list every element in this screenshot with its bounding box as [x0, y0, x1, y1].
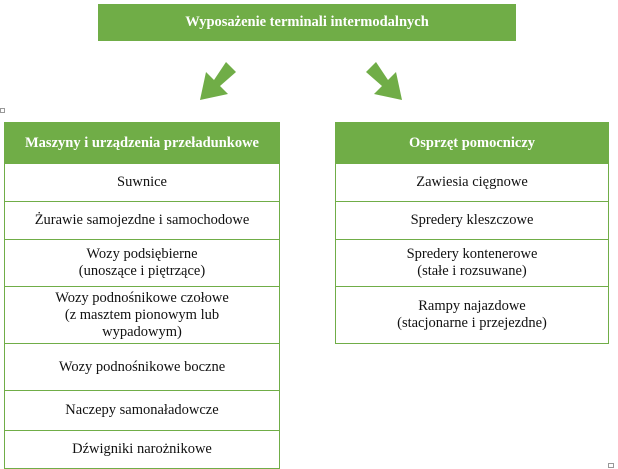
left-column-header-text: Maszyny i urządzenia przeładunkowe [24, 134, 259, 151]
list-item-text: Rampy najazdowe (stacjonarne i przejezdne) [397, 298, 547, 331]
right-column-header-text: Osprzęt pomocniczy [408, 134, 536, 151]
list-item-text: Naczepy samonaładowcze [65, 402, 219, 418]
text-anchor-mark [0, 108, 5, 113]
diagram-title [98, 4, 516, 41]
arrow-down-left-icon [192, 60, 244, 104]
list-item-text: Zawiesia cięgnowe [416, 174, 528, 190]
list-item-text: Wozy podnośnikowe boczne [58, 358, 226, 375]
list-item-text: Dźwigniki narożnikowe [72, 441, 212, 457]
list-item-text: Suwnice [117, 174, 167, 190]
left-column-header [5, 123, 279, 163]
list-item [5, 430, 279, 468]
right-column-header [336, 123, 608, 163]
list-item [336, 239, 608, 286]
list-item [5, 239, 279, 286]
list-item [336, 163, 608, 201]
list-item-text: Spredery kleszczowe [410, 212, 534, 228]
list-item [5, 201, 279, 239]
list-item [5, 286, 279, 343]
list-item [336, 201, 608, 239]
list-item-text: Spredery kontenerowe (stałe i rozsuwane) [406, 246, 538, 279]
list-item-text: Żurawie samojezdne i samochodowe [34, 212, 250, 228]
list-item-text: Wozy podnośnikowe czołowe (z masztem pionowym lub wypadowym) [55, 289, 229, 340]
right-column [335, 122, 609, 344]
left-column [4, 122, 280, 469]
list-item [5, 343, 279, 390]
list-item [336, 286, 608, 343]
list-item [5, 163, 279, 201]
end-anchor-mark [608, 463, 614, 468]
arrow-down-right-icon [358, 60, 410, 104]
list-item [5, 390, 279, 430]
list-item-text: Wozy podsiębierne (unoszące i piętrzące) [78, 246, 206, 279]
diagram-title-text: Wyposażenie terminali intermodalnych [185, 14, 429, 30]
